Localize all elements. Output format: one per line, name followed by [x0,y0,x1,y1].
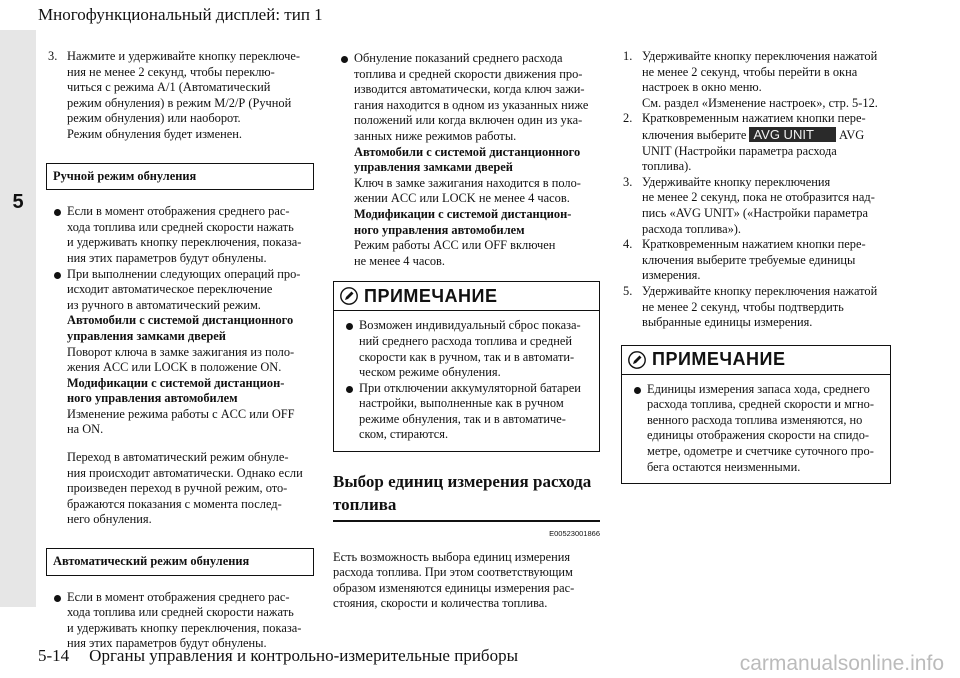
text-line: UNIT (Настройки параметра расхода [642,143,837,158]
text-line: ния происходит автоматически. Однако если [67,465,303,480]
text-line: Кратковременным нажатием кнопки пере- [642,237,866,252]
note-box [621,345,891,485]
text-line: образом изменяются единицы измерения рас- [333,580,575,595]
text-line: исходит автоматическое переключение [67,282,273,297]
text-line: При выполнении следующих операций про- [67,266,301,281]
text-line: Есть возможность выбора единиц измерения [333,549,571,564]
text-line: настройки, выполненные как в ручном [359,396,564,411]
text-line: Режим работы ACC или OFF включен [354,238,556,253]
text-line: расхода топлива»). [642,221,741,236]
bold-heading: ного управления автомобилем [354,222,525,237]
manual-mode-title: Ручной режим обнуления [46,163,314,191]
text-line: скорости как в ручном, так и в автомати- [359,349,575,364]
text-line: выбранные единицы измерения. [642,315,813,330]
text-line: Нажмите и удерживайте кнопку переключе- [67,49,300,63]
document-code: E00523001866 [549,529,600,539]
text-line: Удерживайте кнопку переключения нажатой [642,283,878,298]
heading-line: Выбор единиц измерения расхода [333,472,592,492]
note-header [622,346,890,375]
display-label-avg-unit: AVG UNIT [749,127,835,142]
text-line: настроек в окно меню. [642,80,762,95]
text-line: изводится автоматически, когда ключ зажи- [354,82,585,97]
step-number: 3. [48,49,58,63]
text-line: и удерживать кнопку переключения, показа- [67,620,302,635]
note-title: ПРИМЕЧАНИЕ [652,348,786,369]
text-line: Если в момент отображения среднего рас- [67,589,290,604]
step-number: 1. [623,49,633,63]
bullet-item [46,204,314,266]
text-line: См. раздел «Изменение настроек», стр. 5-12. [642,95,878,110]
text-line: не менее 2 секунд, чтобы подтвердить [642,299,844,314]
text-line: ческом режиме обнуления. [359,365,501,380]
text-line: Ключ в замке зажигания находится в поло- [354,175,581,190]
text-line: венного расхода топлива изменяются, но [647,412,863,427]
text-span: AVG [839,127,865,142]
text-line: режиме обнуления, так и в автоматиче- [359,411,566,426]
text-line: ключения выберите требуемые единицы [642,252,856,267]
text-line: не менее 2 секунд, пока не отобразится над- [642,190,875,205]
text-line: бражаются показания с момента послед- [67,496,282,511]
text-line: Единицы измерения запаса хода, среднего [647,381,870,396]
chapter-sidebar [0,30,36,607]
column-middle [333,51,600,612]
step-5 [621,284,891,331]
text-line: не менее 4 часов. [354,253,445,268]
text-line: и удерживать кнопку переключения, показа- [67,235,302,250]
text-line: жения ACC или LOCK в положение ON. [67,360,282,375]
page-header: Многофункциональный дисплей: тип 1 [38,5,323,24]
text-line: Если в момент отображения среднего рас- [67,204,290,219]
column-right [621,49,891,484]
bold-heading: управления замками дверей [354,160,513,175]
text-line: гания находится в одном из указанных ниже [354,97,589,112]
watermark: carmanualsonline.info [739,652,944,675]
note-pencil-icon [340,287,358,305]
text-line: пись «AVG UNIT» («Настройки параметра [642,205,868,220]
text-line: Удерживайте кнопку переключения нажатой [642,49,878,63]
step-3 [621,175,891,237]
text-line: занных ниже режимов работы. [354,128,517,143]
text-line: Удерживайте кнопку переключения [642,174,831,189]
text-line: Режим обнуления будет изменен. [67,126,242,141]
text-line: Обнуление показаний среднего расхода [354,51,563,65]
text-span: ключения выберите [642,127,747,142]
note-body [334,311,599,451]
text-line: режим обнуления) в режим М/2/Р (Ручной [67,95,292,110]
bullet-item [46,590,314,652]
text-line: измерения. [642,268,701,283]
text-line [642,127,891,144]
section-paragraph [333,550,600,612]
text-line: произведен переход в ручной режим, ото- [67,481,288,496]
bold-heading: Автомобили с системой дистанционного [67,313,294,328]
text-line: расхода топлива, средней скорости и мгно- [647,397,874,412]
text-line: Переход в автоматический режим обнуле- [67,450,289,465]
bold-heading: управления замками дверей [67,328,226,343]
text-line: Изменение режима работы с ACC или OFF [67,406,295,421]
auto-mode-title: Автоматический режим обнуления [46,548,314,576]
note-body [622,375,890,484]
text-line: из ручного в автоматический режим. [67,297,261,312]
text-line: расхода топлива. При этом соответствующим [333,565,573,580]
page-number: 5-14 [38,646,70,665]
bullet-item [46,267,314,439]
text-line: хода топлива или средней скорости нажать [67,605,294,620]
text-line: стояния, скорости и количества топлива. [333,596,548,611]
text-line: топлива). [642,159,692,174]
bold-heading: Модификации с системой дистанцион- [67,375,285,390]
chapter-tab: 5 [0,186,36,218]
bullet-item [626,382,884,476]
text-line: единицы отображения скорости на спидо- [647,428,870,443]
text-line: положений или когда включен один из ука- [354,113,583,128]
text-line: хода топлива или средней скорости нажать [67,219,294,234]
text-line: бега остаются неизменными. [647,459,801,474]
column-left [46,49,314,652]
note-pencil-icon [628,351,646,369]
step-2 [621,111,891,174]
bullet-item [338,318,593,380]
bold-heading: Модификации с системой дистанцион- [354,206,572,221]
bullet-item [338,381,593,443]
text-line: Кратковременным нажатием кнопки пере- [642,111,866,126]
text-line: не менее 2 секунд, чтобы перейти в окна [642,64,858,79]
text-line: Возможен индивидуальный сброс показа- [359,318,581,333]
step-number: 5. [623,283,633,298]
text-line: него обнуления. [67,512,152,527]
text-line: топлива и средней скорости движения про- [354,66,583,81]
step-number: 2. [623,111,633,126]
text-line: Поворот ключа в замке зажигания из поло- [67,344,295,359]
step-3 [46,49,314,143]
bold-heading: Автомобили с системой дистанционного [354,144,581,159]
step-1 [621,49,891,111]
heading-line: топлива [333,495,397,515]
text-line: читься с режима А/1 (Автоматический [67,80,271,95]
page-footer [38,646,518,666]
bullet-item [333,51,600,269]
note-box [333,281,600,452]
bold-heading: ного управления автомобилем [67,391,238,406]
text-line: ском, стираются. [359,427,449,442]
text-line: ния этих параметров будут обнулены. [67,250,267,265]
section-heading [333,470,600,522]
step-number: 4. [623,237,633,252]
text-line: режим обнуления) или наоборот. [67,111,241,126]
text-line: ний среднего расхода топлива и средней [359,333,573,348]
note-title: ПРИМЕЧАНИЕ [364,285,498,306]
note-header [334,282,599,311]
step-number: 3. [623,174,633,189]
manual-paragraph [46,450,314,528]
text-line: на ON. [67,422,104,437]
text-line: ния этих параметров будут обнулены. [67,636,267,651]
text-line: ния не менее 2 секунд, чтобы переклю- [67,64,275,79]
text-line: При отключении аккумуляторной батареи [359,380,581,395]
text-line: метре, одометре и счетчике суточного про- [647,444,874,459]
text-line: жении ACC или LOCK не менее 4 часов. [354,191,570,206]
footer-section-title: Органы управления и контрольно-измерительные приборы [89,646,518,665]
step-4 [621,237,891,284]
